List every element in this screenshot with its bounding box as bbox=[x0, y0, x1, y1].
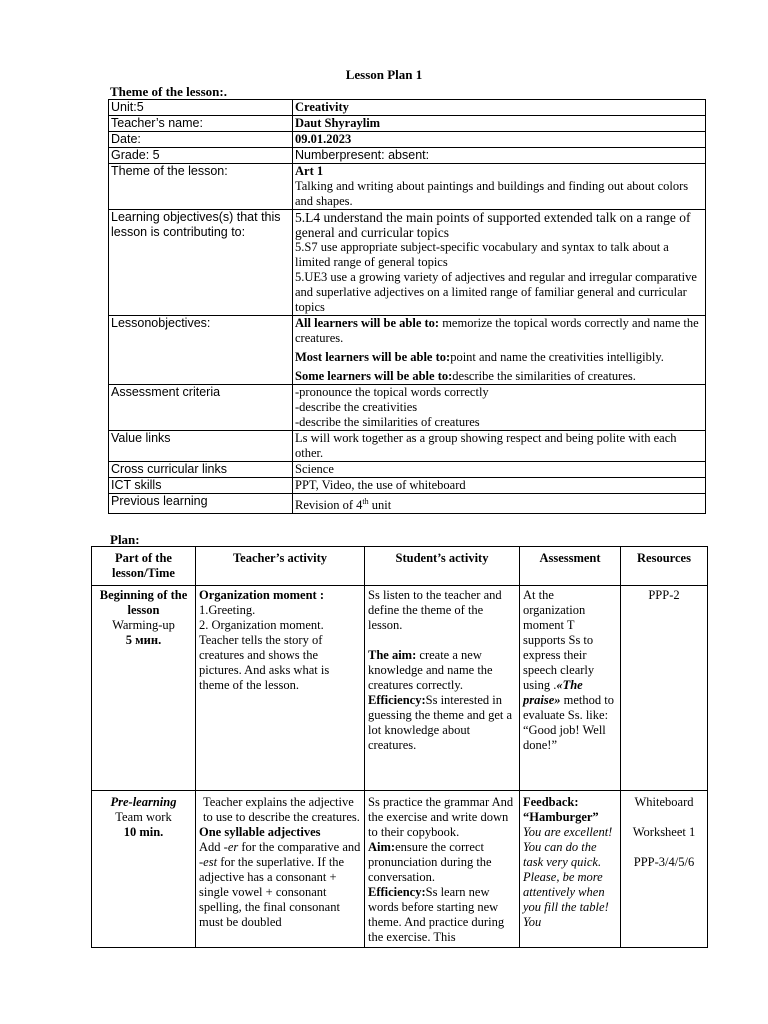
part-title: Beginning of the lesson bbox=[99, 588, 188, 617]
table-row bbox=[109, 385, 706, 431]
theme-title: Art 1 bbox=[295, 164, 324, 178]
aim-text: ensure the correct pronunciation during the conversation. bbox=[368, 840, 492, 884]
aim-label: The aim: bbox=[368, 648, 417, 662]
aim bbox=[368, 648, 516, 693]
assessment-text: At the organization moment T supports Ss to express their speech clearly using . bbox=[523, 588, 595, 692]
table-row bbox=[92, 791, 708, 948]
teacher-line: 1.Greeting. bbox=[199, 603, 256, 617]
most-text: point and name the creativities intelligibly. bbox=[450, 350, 664, 364]
value-links-text: Ls will work together as a group showing respect and being polite with each other. bbox=[293, 431, 706, 462]
all-learners bbox=[295, 316, 703, 346]
assessment-quote: “Good job! Well done!” bbox=[523, 723, 606, 752]
teacher-heading: Organization moment : bbox=[199, 588, 324, 602]
table-row bbox=[109, 132, 706, 148]
aim-text: create a new knowledge and name the creatures correctly. bbox=[368, 648, 493, 692]
teacher-intro: Teacher explains the adjective to use to describe the creatures. bbox=[203, 795, 360, 824]
teacher-cell bbox=[196, 791, 365, 948]
plan-heading: Plan: bbox=[110, 532, 140, 547]
all-text: memorize the topical words correctly and name the creatures. bbox=[295, 316, 699, 345]
column-header: Student’s activity bbox=[365, 547, 520, 586]
previous-learning-value bbox=[293, 494, 706, 514]
objective-item: 5.L4 understand the main points of supported extended talk on a range of general and curricular topics bbox=[295, 210, 691, 240]
grade-value: Numberpresent: absent: bbox=[293, 148, 706, 164]
student-cell bbox=[365, 791, 520, 948]
aim bbox=[368, 840, 516, 885]
unit-value: Creativity bbox=[293, 100, 706, 116]
praise-method: «The praise» bbox=[523, 678, 583, 707]
objectives-label: Learning objectives(s) that this lesson is contributing to: bbox=[109, 210, 293, 316]
all-label: All learners will be able to: bbox=[295, 316, 440, 330]
resource-item: PPP-2 bbox=[648, 588, 680, 602]
resources-cell bbox=[621, 586, 708, 791]
assessment-cell bbox=[520, 791, 621, 948]
previous-learning-label: Previous learning bbox=[109, 494, 293, 514]
column-header: Assessment bbox=[520, 547, 621, 586]
prev-text: Revision of 4 bbox=[295, 498, 363, 513]
lesson-info-table bbox=[108, 99, 706, 514]
theme-heading: Theme of the lesson:. bbox=[110, 84, 227, 99]
assessment-item: -describe the creativities bbox=[295, 400, 418, 414]
part-cell bbox=[92, 586, 196, 791]
resource-item: PPP-3/4/5/6 bbox=[633, 855, 695, 869]
assessment-cell bbox=[520, 586, 621, 791]
part-sub: Warming-up bbox=[112, 618, 175, 632]
student-text: Ss listen to the teacher and define the theme of the lesson. bbox=[368, 588, 502, 632]
table-row bbox=[109, 431, 706, 462]
efficiency bbox=[368, 885, 516, 945]
most-label: Most learners will be able to: bbox=[295, 350, 451, 364]
part-cell bbox=[92, 791, 196, 948]
rule-text: for the superlative. If the adjective has a consonant + single vowel + consonant spelling, the final consonant must be doubled bbox=[199, 855, 345, 929]
table-row bbox=[92, 586, 708, 791]
part-sub: Team work bbox=[115, 810, 172, 824]
objective-item: 5.UE3 use a growing variety of adjectives and regular and irregular comparative and superlative adjectives on a limited range of familiar general and curricular topics bbox=[295, 270, 697, 314]
table-header-row bbox=[92, 547, 708, 586]
efficiency-text: Ss learn new words before starting new theme. And practice during the exercise. This bbox=[368, 885, 505, 944]
ict-label: ICT skills bbox=[109, 478, 293, 494]
teacher-heading: One syllable adjectives bbox=[199, 825, 321, 839]
rule-text: for the comparative and bbox=[238, 840, 361, 854]
teacher-label: Teacher’s name: bbox=[109, 116, 293, 132]
ict-value: PPT, Video, the use of whiteboard bbox=[293, 478, 706, 494]
teacher-cell bbox=[196, 586, 365, 791]
unit-label: Unit:5 bbox=[109, 100, 293, 116]
lesson-objectives-cell bbox=[293, 316, 706, 385]
table-row bbox=[109, 164, 706, 210]
student-text: Ss practice the grammar And the exercise and write down to their copybook. bbox=[368, 795, 514, 839]
some-text: describe the similarities of creatures. bbox=[452, 369, 636, 383]
date-label: Date: bbox=[109, 132, 293, 148]
lesson-objectives-label: Lessonobjectives: bbox=[109, 316, 293, 385]
table-row bbox=[109, 494, 706, 514]
page-title: Lesson Plan 1 bbox=[345, 67, 423, 82]
cross-links-value: Science bbox=[293, 462, 706, 478]
objectives-cell bbox=[293, 210, 706, 316]
assessment-cell bbox=[293, 385, 706, 431]
table-row bbox=[109, 100, 706, 116]
teacher-rule bbox=[199, 840, 361, 930]
grade-label: Grade: 5 bbox=[109, 148, 293, 164]
column-header: Teacher’s activity bbox=[196, 547, 365, 586]
plan-table bbox=[91, 546, 708, 948]
efficiency bbox=[368, 693, 516, 753]
efficiency-label: Efficiency: bbox=[368, 885, 426, 899]
objective-item: 5.S7 use appropriate subject-specific vocabulary and syntax to talk about a limited range of general topics bbox=[295, 240, 669, 269]
part-time: 5 мин. bbox=[125, 633, 162, 647]
cross-links-label: Cross curricular links bbox=[109, 462, 293, 478]
assessment-label: Assessment criteria bbox=[109, 385, 293, 431]
theme-text: Talking and writing about paintings and buildings and finding out about colors and shapes. bbox=[295, 179, 689, 208]
assessment-text: method to evaluate Ss. like: bbox=[523, 693, 614, 722]
column-header: Part of the lesson/Time bbox=[92, 547, 196, 586]
resources-cell bbox=[621, 791, 708, 948]
aim-label: Aim: bbox=[368, 840, 396, 854]
resource-item: Whiteboard bbox=[634, 795, 694, 809]
teacher-line: 2. Organization moment. Teacher tells the story of creatures and shows the pictures. And asks what is theme of the lesson. bbox=[199, 618, 330, 692]
table-row bbox=[109, 148, 706, 164]
part-title: Pre-learning bbox=[110, 795, 177, 809]
table-row bbox=[109, 462, 706, 478]
feedback-text: You are excellent! You can do the task very quick. Please, be more attentively when you fill the table! You bbox=[523, 825, 613, 929]
prev-sup: th bbox=[362, 497, 369, 506]
prev-text-end: unit bbox=[368, 498, 392, 513]
rule-text: Add bbox=[199, 840, 224, 854]
date-value: 09.01.2023 bbox=[293, 132, 706, 148]
table-row bbox=[109, 210, 706, 316]
student-cell bbox=[365, 586, 520, 791]
feedback-label: Feedback: “Hamburger” bbox=[523, 795, 599, 824]
assessment-item: -describe the similarities of creatures bbox=[295, 415, 480, 429]
resource-item: Worksheet 1 bbox=[632, 825, 696, 839]
table-row bbox=[109, 116, 706, 132]
suffix-er: -er bbox=[223, 840, 239, 854]
part-time: 10 min. bbox=[123, 825, 164, 839]
column-header: Resources bbox=[621, 547, 708, 586]
suffix-est: -est bbox=[199, 855, 218, 869]
efficiency-label: Efficiency: bbox=[368, 693, 426, 707]
some-label: Some learners will be able to: bbox=[295, 369, 453, 383]
teacher-value: Daut Shyraylim bbox=[293, 116, 706, 132]
theme-label: Theme of the lesson: bbox=[109, 164, 293, 210]
efficiency-text: Ss interested in guessing the theme and get a lot knowledge about creatures. bbox=[368, 693, 513, 752]
assessment-item: -pronounce the topical words correctly bbox=[295, 385, 489, 399]
table-row bbox=[109, 316, 706, 385]
value-links-label: Value links bbox=[109, 431, 293, 462]
theme-cell bbox=[293, 164, 706, 210]
some-learners bbox=[295, 369, 703, 384]
most-learners bbox=[295, 350, 703, 365]
table-row bbox=[109, 478, 706, 494]
